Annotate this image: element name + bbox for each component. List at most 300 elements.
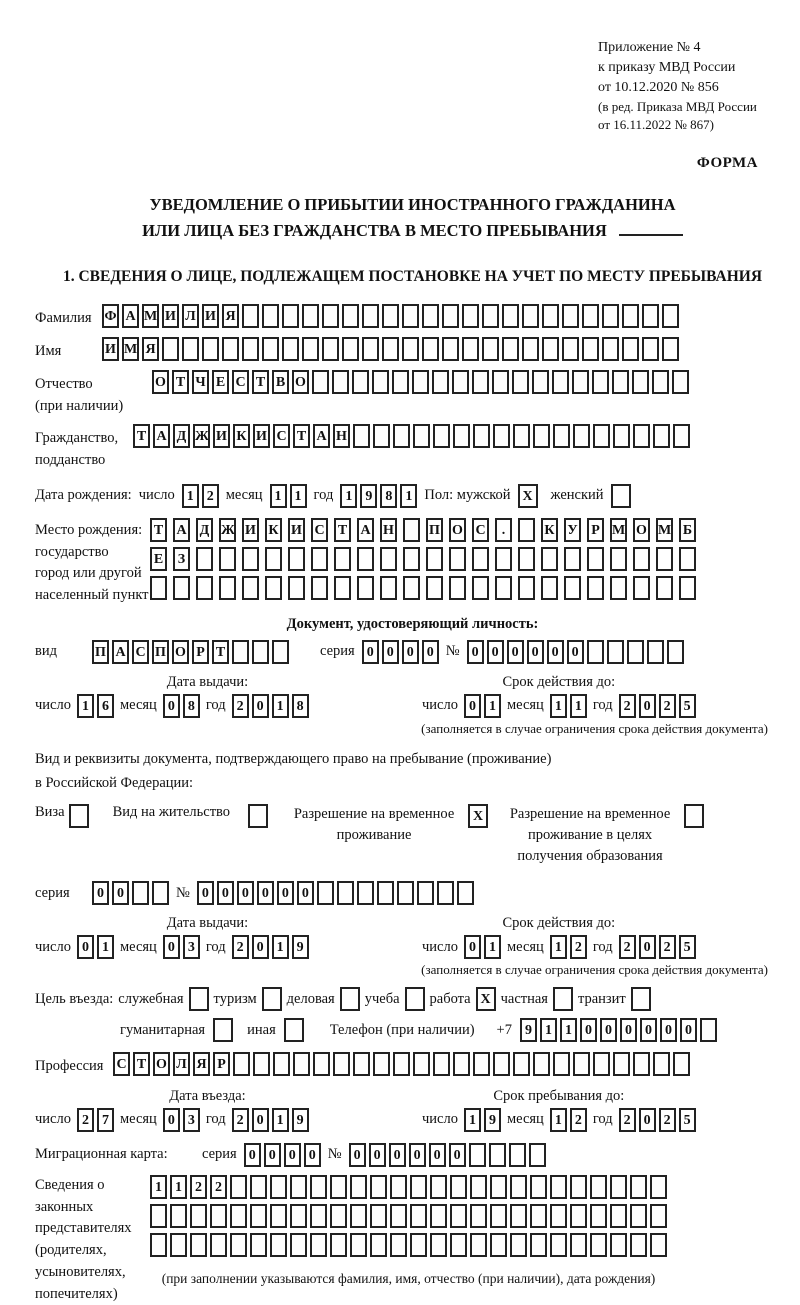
form-cell[interactable]: 0 — [580, 1018, 597, 1042]
form-cell[interactable] — [210, 1204, 227, 1228]
form-cell[interactable]: 9 — [520, 1018, 537, 1042]
form-cell[interactable] — [290, 1204, 307, 1228]
form-cell[interactable] — [613, 424, 630, 448]
form-cell[interactable]: Д — [173, 424, 190, 448]
form-cell[interactable] — [490, 1204, 507, 1228]
form-cell[interactable] — [573, 1052, 590, 1076]
form-cell[interactable] — [270, 1233, 287, 1257]
form-cell[interactable] — [370, 1175, 387, 1199]
form-cell[interactable] — [610, 547, 627, 571]
form-cell[interactable]: А — [122, 304, 139, 328]
form-cell[interactable]: С — [232, 370, 249, 394]
form-cell[interactable] — [489, 1143, 506, 1167]
form-cell[interactable] — [473, 1052, 490, 1076]
form-cell[interactable] — [450, 1204, 467, 1228]
form-cell[interactable] — [529, 1143, 546, 1167]
form-cell[interactable]: 0 — [639, 935, 656, 959]
form-cell[interactable] — [132, 881, 149, 905]
form-cell[interactable] — [633, 1052, 650, 1076]
form-cell[interactable] — [350, 1175, 367, 1199]
form-cell[interactable]: 1 — [464, 1108, 481, 1132]
form-cell[interactable] — [656, 547, 673, 571]
form-cell[interactable] — [350, 1233, 367, 1257]
form-cell[interactable] — [630, 1204, 647, 1228]
form-cell[interactable]: 3 — [183, 1108, 200, 1132]
form-cell[interactable] — [457, 881, 474, 905]
form-cell[interactable]: Н — [333, 424, 350, 448]
form-cell[interactable] — [510, 1204, 527, 1228]
form-cell[interactable] — [532, 370, 549, 394]
form-cell[interactable]: Я — [193, 1052, 210, 1076]
form-cell[interactable] — [370, 1204, 387, 1228]
form-cell[interactable] — [270, 1204, 287, 1228]
form-cell[interactable]: М — [142, 304, 159, 328]
form-cell[interactable]: Я — [142, 337, 159, 361]
form-cell[interactable]: 0 — [640, 1018, 657, 1042]
form-cell[interactable] — [679, 576, 696, 600]
form-cell[interactable] — [322, 304, 339, 328]
form-cell[interactable] — [587, 576, 604, 600]
form-cell[interactable]: О — [449, 518, 466, 542]
form-cell[interactable]: П — [426, 518, 443, 542]
form-cell[interactable] — [650, 1175, 667, 1199]
form-cell[interactable] — [553, 424, 570, 448]
form-cell[interactable] — [250, 1204, 267, 1228]
form-cell[interactable] — [590, 1233, 607, 1257]
form-cell[interactable] — [653, 1052, 670, 1076]
form-cell[interactable] — [442, 337, 459, 361]
form-cell[interactable] — [541, 576, 558, 600]
form-cell[interactable]: З — [173, 547, 190, 571]
form-cell[interactable]: 0 — [297, 881, 314, 905]
form-cell[interactable] — [542, 304, 559, 328]
form-cell[interactable]: К — [233, 424, 250, 448]
form-cell[interactable] — [403, 547, 420, 571]
form-cell[interactable]: 1 — [170, 1175, 187, 1199]
form-cell[interactable] — [612, 370, 629, 394]
form-cell[interactable] — [250, 1233, 267, 1257]
form-cell[interactable] — [382, 304, 399, 328]
form-cell[interactable] — [410, 1175, 427, 1199]
form-cell[interactable]: В — [272, 370, 289, 394]
purpose-tourism-checkbox[interactable] — [262, 987, 282, 1011]
form-cell[interactable]: 8 — [380, 484, 397, 508]
form-cell[interactable] — [633, 576, 650, 600]
form-cell[interactable] — [390, 1233, 407, 1257]
form-cell[interactable]: С — [472, 518, 489, 542]
form-cell[interactable] — [392, 370, 409, 394]
form-cell[interactable] — [333, 1052, 350, 1076]
form-cell[interactable]: 2 — [619, 694, 636, 718]
form-cell[interactable] — [593, 424, 610, 448]
form-cell[interactable] — [442, 304, 459, 328]
form-cell[interactable] — [373, 1052, 390, 1076]
form-cell[interactable] — [572, 370, 589, 394]
form-cell[interactable]: Ч — [192, 370, 209, 394]
form-cell[interactable]: М — [610, 518, 627, 542]
form-cell[interactable] — [513, 1052, 530, 1076]
form-cell[interactable]: 0 — [349, 1143, 366, 1167]
form-cell[interactable] — [403, 518, 420, 542]
form-cell[interactable] — [150, 1204, 167, 1228]
form-cell[interactable] — [592, 370, 609, 394]
form-cell[interactable]: Л — [182, 304, 199, 328]
form-cell[interactable] — [472, 370, 489, 394]
form-cell[interactable] — [470, 1175, 487, 1199]
purpose-business-checkbox[interactable] — [340, 987, 360, 1011]
form-cell[interactable]: Ж — [193, 424, 210, 448]
form-cell[interactable] — [282, 337, 299, 361]
form-cell[interactable]: 2 — [232, 1108, 249, 1132]
form-cell[interactable]: 7 — [97, 1108, 114, 1132]
form-cell[interactable]: 1 — [272, 694, 289, 718]
form-cell[interactable]: К — [265, 518, 282, 542]
form-cell[interactable]: 0 — [449, 1143, 466, 1167]
form-cell[interactable]: 1 — [272, 935, 289, 959]
form-cell[interactable] — [290, 1175, 307, 1199]
form-cell[interactable]: Т — [133, 1052, 150, 1076]
form-cell[interactable]: 0 — [277, 881, 294, 905]
form-cell[interactable] — [650, 1204, 667, 1228]
form-cell[interactable]: 0 — [467, 640, 484, 664]
form-cell[interactable]: 1 — [550, 694, 567, 718]
form-cell[interactable]: 0 — [487, 640, 504, 664]
form-cell[interactable]: М — [122, 337, 139, 361]
form-cell[interactable]: 1 — [550, 1108, 567, 1132]
form-cell[interactable]: О — [153, 1052, 170, 1076]
form-cell[interactable] — [322, 337, 339, 361]
form-cell[interactable] — [590, 1204, 607, 1228]
form-cell[interactable] — [482, 337, 499, 361]
form-cell[interactable] — [196, 576, 213, 600]
form-cell[interactable] — [512, 370, 529, 394]
form-cell[interactable]: С — [132, 640, 149, 664]
form-cell[interactable]: А — [173, 518, 190, 542]
form-cell[interactable] — [357, 547, 374, 571]
form-cell[interactable] — [230, 1175, 247, 1199]
form-cell[interactable]: 2 — [190, 1175, 207, 1199]
gender-male-checkbox[interactable]: X — [518, 484, 538, 508]
form-cell[interactable]: 2 — [232, 694, 249, 718]
form-cell[interactable]: 0 — [264, 1143, 281, 1167]
form-cell[interactable] — [530, 1175, 547, 1199]
form-cell[interactable] — [232, 640, 249, 664]
form-cell[interactable] — [513, 424, 530, 448]
visa-checkbox[interactable] — [69, 804, 89, 828]
form-cell[interactable] — [426, 547, 443, 571]
form-cell[interactable] — [510, 1175, 527, 1199]
form-cell[interactable] — [470, 1204, 487, 1228]
form-cell[interactable]: 0 — [252, 694, 269, 718]
gender-female-checkbox[interactable] — [611, 484, 631, 508]
form-cell[interactable] — [453, 1052, 470, 1076]
form-cell[interactable] — [533, 1052, 550, 1076]
form-cell[interactable] — [273, 1052, 290, 1076]
form-cell[interactable] — [495, 576, 512, 600]
form-cell[interactable]: 1 — [182, 484, 199, 508]
form-cell[interactable]: 1 — [77, 694, 94, 718]
form-cell[interactable] — [334, 576, 351, 600]
form-cell[interactable] — [562, 337, 579, 361]
form-cell[interactable] — [230, 1204, 247, 1228]
form-cell[interactable]: Т — [212, 640, 229, 664]
form-cell[interactable]: 0 — [217, 881, 234, 905]
form-cell[interactable] — [242, 337, 259, 361]
form-cell[interactable] — [550, 1204, 567, 1228]
form-cell[interactable]: И — [102, 337, 119, 361]
form-cell[interactable] — [622, 337, 639, 361]
form-cell[interactable]: 0 — [600, 1018, 617, 1042]
form-cell[interactable]: 0 — [197, 881, 214, 905]
form-cell[interactable] — [152, 881, 169, 905]
form-cell[interactable]: 0 — [163, 694, 180, 718]
form-cell[interactable]: 0 — [284, 1143, 301, 1167]
form-cell[interactable] — [357, 881, 374, 905]
form-cell[interactable]: Р — [587, 518, 604, 542]
form-cell[interactable] — [393, 424, 410, 448]
form-cell[interactable] — [633, 547, 650, 571]
form-cell[interactable] — [330, 1175, 347, 1199]
form-cell[interactable]: П — [92, 640, 109, 664]
form-cell[interactable] — [262, 337, 279, 361]
form-cell[interactable] — [553, 1052, 570, 1076]
form-cell[interactable]: 2 — [619, 935, 636, 959]
form-cell[interactable]: Т — [334, 518, 351, 542]
form-cell[interactable] — [493, 424, 510, 448]
form-cell[interactable]: С — [273, 424, 290, 448]
form-cell[interactable]: 0 — [639, 694, 656, 718]
form-cell[interactable]: 0 — [402, 640, 419, 664]
form-cell[interactable]: 1 — [272, 1108, 289, 1132]
form-cell[interactable]: 0 — [382, 640, 399, 664]
form-cell[interactable] — [210, 1233, 227, 1257]
form-cell[interactable] — [550, 1233, 567, 1257]
form-cell[interactable]: 9 — [360, 484, 377, 508]
purpose-other-checkbox[interactable] — [284, 1018, 304, 1042]
form-cell[interactable] — [627, 640, 644, 664]
form-cell[interactable] — [590, 1175, 607, 1199]
form-cell[interactable] — [632, 370, 649, 394]
form-cell[interactable]: 1 — [270, 484, 287, 508]
form-cell[interactable] — [312, 370, 329, 394]
form-cell[interactable] — [469, 1143, 486, 1167]
form-cell[interactable]: 2 — [659, 1108, 676, 1132]
form-cell[interactable]: Я — [222, 304, 239, 328]
form-cell[interactable] — [293, 1052, 310, 1076]
form-cell[interactable] — [342, 304, 359, 328]
form-cell[interactable]: 0 — [244, 1143, 261, 1167]
form-cell[interactable] — [373, 424, 390, 448]
form-cell[interactable]: Е — [150, 547, 167, 571]
form-cell[interactable]: 1 — [290, 484, 307, 508]
form-cell[interactable]: 0 — [252, 935, 269, 959]
form-cell[interactable]: 8 — [183, 694, 200, 718]
form-cell[interactable] — [196, 547, 213, 571]
form-cell[interactable] — [564, 576, 581, 600]
form-cell[interactable]: Е — [212, 370, 229, 394]
form-cell[interactable]: 0 — [237, 881, 254, 905]
form-cell[interactable] — [607, 640, 624, 664]
form-cell[interactable] — [473, 424, 490, 448]
form-cell[interactable]: Н — [380, 518, 397, 542]
form-cell[interactable]: 8 — [292, 694, 309, 718]
form-cell[interactable] — [570, 1204, 587, 1228]
form-cell[interactable] — [630, 1175, 647, 1199]
form-cell[interactable]: 9 — [292, 935, 309, 959]
form-cell[interactable]: Т — [133, 424, 150, 448]
form-cell[interactable] — [170, 1233, 187, 1257]
form-cell[interactable]: И — [202, 304, 219, 328]
purpose-study-checkbox[interactable] — [405, 987, 425, 1011]
form-cell[interactable] — [242, 576, 259, 600]
form-cell[interactable] — [311, 547, 328, 571]
form-cell[interactable]: О — [633, 518, 650, 542]
form-cell[interactable] — [613, 1052, 630, 1076]
form-cell[interactable] — [390, 1204, 407, 1228]
form-cell[interactable] — [522, 337, 539, 361]
form-cell[interactable]: Ф — [102, 304, 119, 328]
form-cell[interactable]: 1 — [540, 1018, 557, 1042]
form-cell[interactable]: 0 — [680, 1018, 697, 1042]
form-cell[interactable]: 3 — [183, 935, 200, 959]
form-cell[interactable] — [562, 304, 579, 328]
form-cell[interactable]: 2 — [619, 1108, 636, 1132]
form-cell[interactable]: 5 — [679, 935, 696, 959]
form-cell[interactable] — [472, 576, 489, 600]
form-cell[interactable] — [518, 547, 535, 571]
form-cell[interactable]: 9 — [292, 1108, 309, 1132]
form-cell[interactable]: 0 — [409, 1143, 426, 1167]
form-cell[interactable] — [700, 1018, 717, 1042]
form-cell[interactable]: А — [112, 640, 129, 664]
form-cell[interactable]: Р — [192, 640, 209, 664]
form-cell[interactable]: 5 — [679, 1108, 696, 1132]
form-cell[interactable] — [430, 1233, 447, 1257]
form-cell[interactable] — [253, 1052, 270, 1076]
form-cell[interactable]: 0 — [369, 1143, 386, 1167]
form-cell[interactable] — [453, 424, 470, 448]
form-cell[interactable] — [270, 1175, 287, 1199]
purpose-private-checkbox[interactable] — [553, 987, 573, 1011]
form-cell[interactable] — [518, 518, 535, 542]
form-cell[interactable] — [242, 547, 259, 571]
form-cell[interactable] — [357, 576, 374, 600]
form-cell[interactable]: Ж — [219, 518, 236, 542]
form-cell[interactable] — [337, 881, 354, 905]
form-cell[interactable] — [541, 547, 558, 571]
form-cell[interactable] — [653, 424, 670, 448]
form-cell[interactable] — [290, 1233, 307, 1257]
form-cell[interactable]: 1 — [560, 1018, 577, 1042]
form-cell[interactable] — [652, 370, 669, 394]
form-cell[interactable] — [410, 1233, 427, 1257]
form-cell[interactable] — [630, 1233, 647, 1257]
form-cell[interactable]: 0 — [112, 881, 129, 905]
form-cell[interactable]: 1 — [400, 484, 417, 508]
form-cell[interactable] — [353, 1052, 370, 1076]
form-cell[interactable]: 0 — [252, 1108, 269, 1132]
form-cell[interactable]: . — [495, 518, 512, 542]
form-cell[interactable] — [667, 640, 684, 664]
form-cell[interactable]: 0 — [257, 881, 274, 905]
form-cell[interactable] — [650, 1233, 667, 1257]
form-cell[interactable] — [390, 1175, 407, 1199]
form-cell[interactable]: О — [292, 370, 309, 394]
form-cell[interactable] — [633, 424, 650, 448]
form-cell[interactable]: 1 — [570, 694, 587, 718]
form-cell[interactable] — [288, 576, 305, 600]
form-cell[interactable] — [382, 337, 399, 361]
form-cell[interactable] — [410, 1204, 427, 1228]
form-cell[interactable] — [330, 1233, 347, 1257]
form-cell[interactable] — [430, 1204, 447, 1228]
form-cell[interactable]: И — [253, 424, 270, 448]
form-cell[interactable] — [662, 337, 679, 361]
form-cell[interactable] — [170, 1204, 187, 1228]
form-cell[interactable] — [672, 370, 689, 394]
form-cell[interactable]: 2 — [570, 1108, 587, 1132]
form-cell[interactable]: 2 — [232, 935, 249, 959]
form-cell[interactable]: 0 — [620, 1018, 637, 1042]
form-cell[interactable]: 2 — [659, 694, 676, 718]
form-cell[interactable]: О — [172, 640, 189, 664]
form-cell[interactable] — [587, 547, 604, 571]
form-cell[interactable]: 0 — [429, 1143, 446, 1167]
form-cell[interactable] — [422, 337, 439, 361]
form-cell[interactable]: 0 — [422, 640, 439, 664]
form-cell[interactable] — [510, 1233, 527, 1257]
form-cell[interactable] — [265, 547, 282, 571]
form-cell[interactable]: 0 — [639, 1108, 656, 1132]
form-cell[interactable] — [402, 304, 419, 328]
form-cell[interactable] — [393, 1052, 410, 1076]
form-cell[interactable] — [622, 304, 639, 328]
form-cell[interactable]: Т — [293, 424, 310, 448]
form-cell[interactable] — [449, 576, 466, 600]
form-cell[interactable] — [573, 424, 590, 448]
form-cell[interactable] — [502, 337, 519, 361]
form-cell[interactable]: 0 — [547, 640, 564, 664]
form-cell[interactable]: 2 — [202, 484, 219, 508]
form-cell[interactable] — [437, 881, 454, 905]
form-cell[interactable] — [462, 337, 479, 361]
form-cell[interactable]: 0 — [527, 640, 544, 664]
form-cell[interactable] — [311, 576, 328, 600]
form-cell[interactable] — [433, 1052, 450, 1076]
form-cell[interactable] — [430, 1175, 447, 1199]
form-cell[interactable] — [288, 547, 305, 571]
form-cell[interactable]: 1 — [340, 484, 357, 508]
form-cell[interactable] — [564, 547, 581, 571]
form-cell[interactable] — [593, 1052, 610, 1076]
form-cell[interactable] — [310, 1204, 327, 1228]
form-cell[interactable] — [353, 424, 370, 448]
form-cell[interactable] — [522, 304, 539, 328]
form-cell[interactable]: 0 — [163, 1108, 180, 1132]
form-cell[interactable] — [493, 1052, 510, 1076]
form-cell[interactable] — [587, 640, 604, 664]
form-cell[interactable] — [202, 337, 219, 361]
form-cell[interactable] — [412, 370, 429, 394]
form-cell[interactable] — [317, 881, 334, 905]
form-cell[interactable] — [150, 1233, 167, 1257]
form-cell[interactable] — [490, 1175, 507, 1199]
form-cell[interactable]: И — [288, 518, 305, 542]
form-cell[interactable] — [310, 1233, 327, 1257]
form-cell[interactable]: 2 — [210, 1175, 227, 1199]
form-cell[interactable] — [492, 370, 509, 394]
form-cell[interactable]: 0 — [464, 935, 481, 959]
